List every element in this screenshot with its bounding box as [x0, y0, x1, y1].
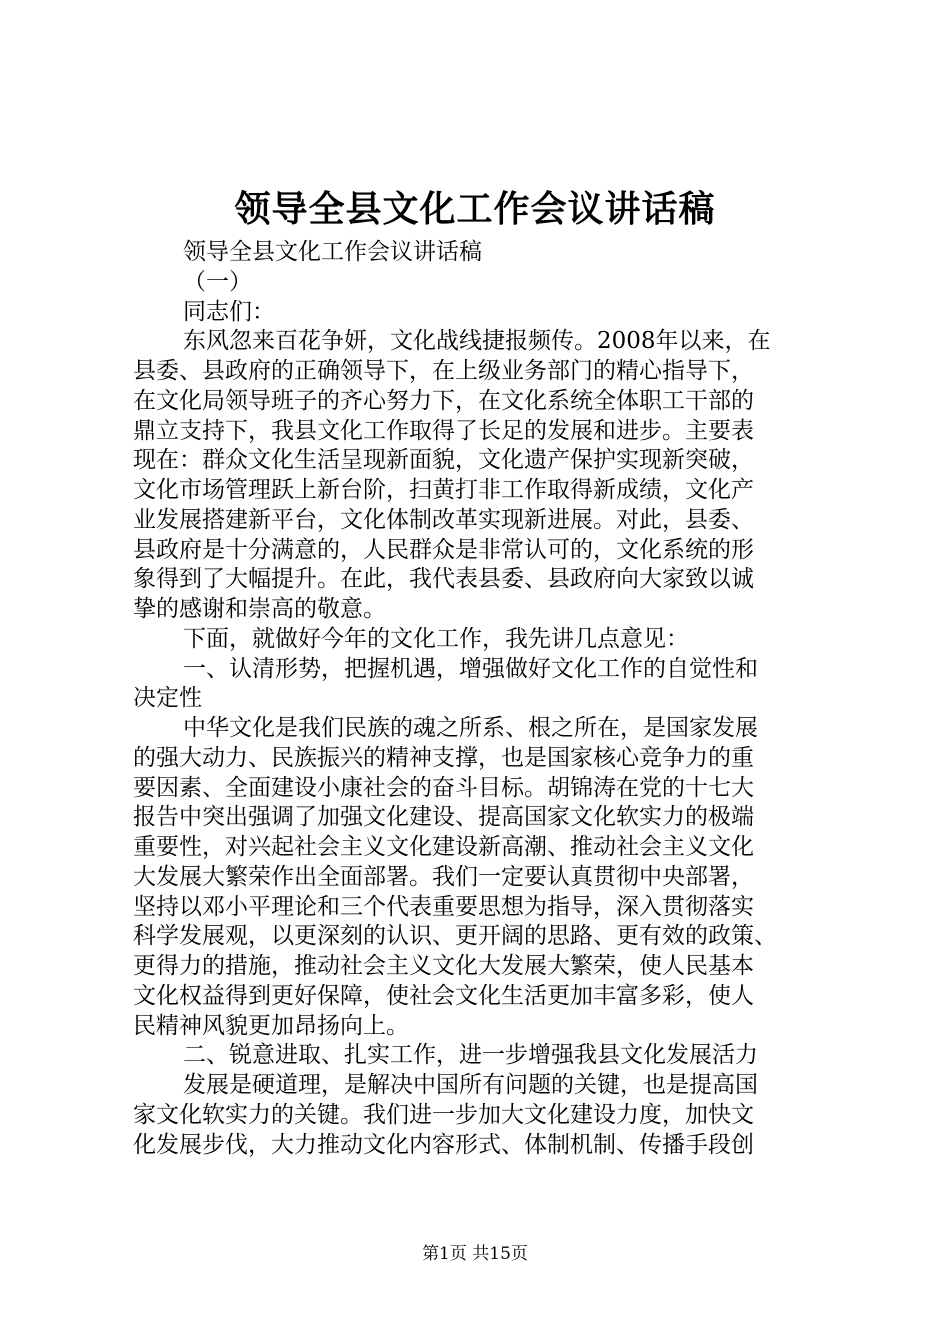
page-footer: 第1页 共15页 — [422, 1244, 528, 1264]
text-line: 坚持以邓小平理论和三个代表重要思想为指导，深入贯彻落实 — [133, 893, 754, 920]
text-line: 决定性 — [133, 685, 202, 712]
text-line: 二、锐意进取、扎实工作，进一步增强我县文化发展活力 — [183, 1042, 758, 1069]
document-title: 领导全县文化工作会议讲话稿 — [234, 188, 716, 230]
text-line: 领导全县文化工作会议讲话稿 — [183, 239, 482, 265]
text-line: 的强大动力、民族振兴的精神支撑，也是国家核心竞争力的重 — [133, 744, 754, 771]
text-line: 在文化局领导班子的齐心努力下，在文化系统全体职工干部的 — [133, 387, 754, 414]
text-line: 县政府是十分满意的，人民群众是非常认可的，文化系统的形 — [133, 536, 754, 563]
text-line: 科学发展观，以更深刻的认识、更开阔的思路、更有效的政策、 — [133, 923, 777, 950]
text-line: 民精神风貌更加昂扬向上。 — [133, 1012, 409, 1039]
text-line: 重要性，对兴起社会主义文化建设新高潮、推动社会主义文化 — [133, 834, 754, 860]
text-line: 一、认清形势，把握机遇，增强做好文化工作的自觉性和 — [183, 655, 758, 682]
text-line: 文化权益得到更好保障，使社会文化生活更加丰富多彩，使人 — [133, 982, 754, 1009]
text-line: 化发展步伐，大力推动文化内容形式、体制机制、传播手段创 — [133, 1131, 754, 1158]
text-line: 同志们： — [183, 298, 275, 325]
text-line: 业发展搭建新平台，文化体制改革实现新进展。对此，县委、 — [133, 506, 754, 533]
text-line: 要因素、全面建设小康社会的奋斗目标。胡锦涛在党的十七大 — [133, 774, 754, 801]
text-line: 家文化软实力的关键。我们进一步加大文化建设力度，加快文 — [133, 1101, 754, 1128]
text-line: 文化市场管理跃上新台阶，扫黄打非工作取得新成绩，文化产 — [133, 477, 754, 503]
text-line: 鼎立支持下，我县文化工作取得了长足的发展和进步。主要表 — [133, 417, 754, 444]
text-line: 报告中突出强调了加强文化建设、提高国家文化软实力的极端 — [133, 804, 754, 831]
text-line: 更得力的措施，推动社会主义文化大发展大繁荣，使人民基本 — [133, 953, 754, 979]
text-line: 大发展大繁荣作出全面部署。我们一定要认真贯彻中央部署， — [133, 863, 754, 890]
text-line: 下面，就做好今年的文化工作，我先讲几点意见： — [183, 625, 689, 652]
text-line: （一） — [183, 268, 252, 295]
text-line: 中华文化是我们民族的魂之所系、根之所在，是国家发展 — [183, 715, 758, 741]
text-line: 东风忽来百花争妍，文化战线捷报频传。2008年以来，在 — [183, 328, 771, 355]
document-body — [133, 238, 833, 1160]
text-line: 县委、县政府的正确领导下，在上级业务部门的精心指导下， — [133, 358, 754, 384]
text-line: 挚的感谢和崇高的敬意。 — [133, 596, 386, 622]
text-line: 现在：群众文化生活呈现新面貌，文化遗产保护实现新突破， — [133, 447, 754, 474]
text-line: 象得到了大幅提升。在此，我代表县委、县政府向大家致以诚 — [133, 566, 754, 593]
text-line: 发展是硬道理，是解决中国所有问题的关键，也是提高国 — [183, 1072, 758, 1098]
